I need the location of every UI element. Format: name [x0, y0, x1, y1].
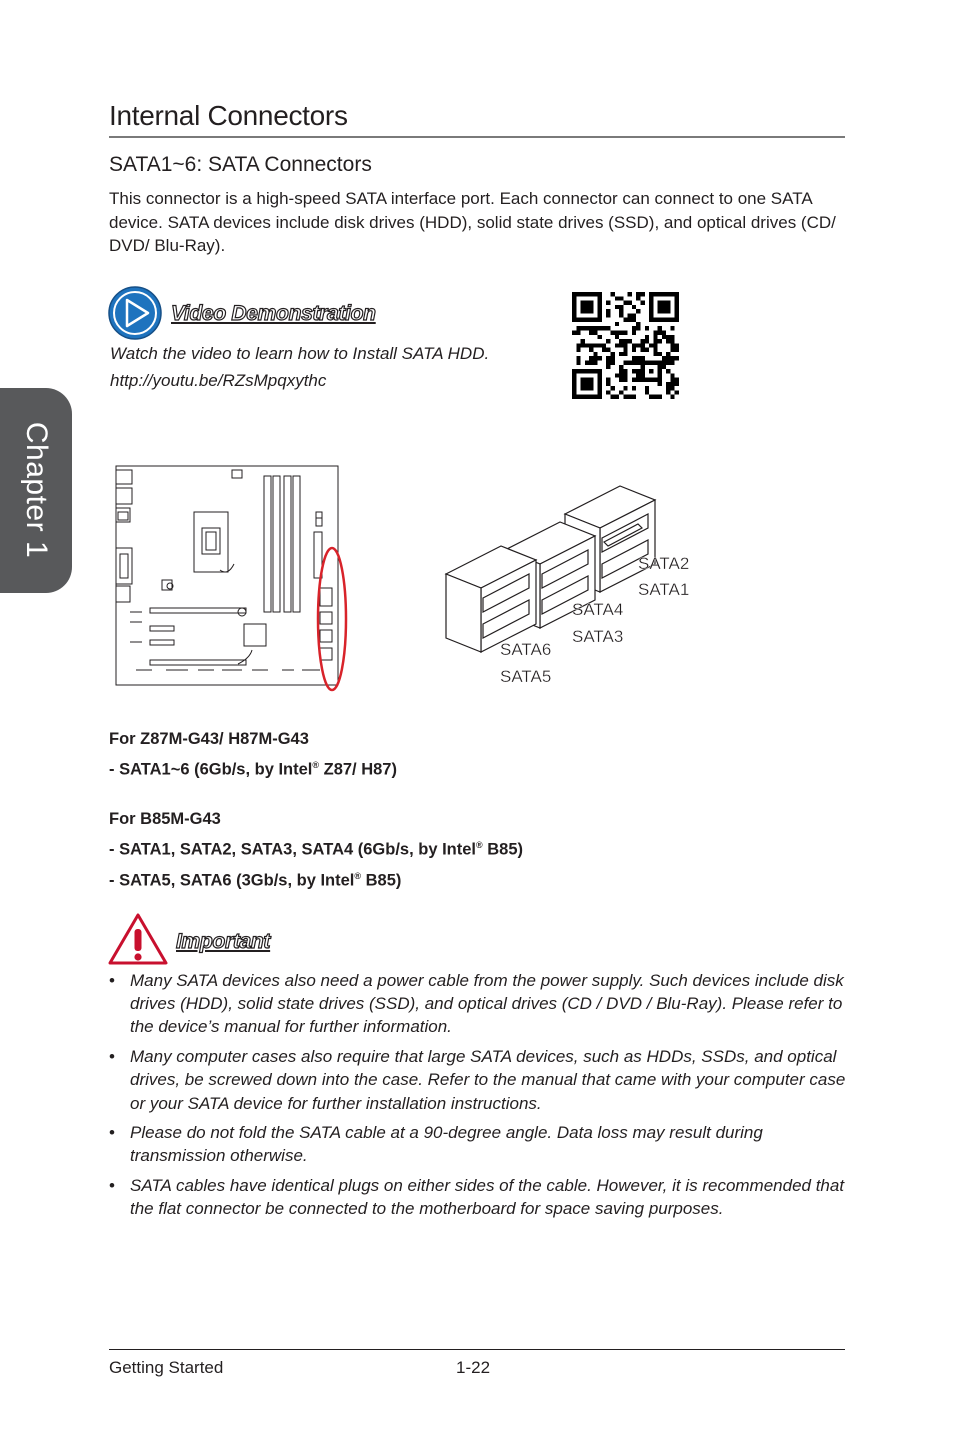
qr-module — [636, 296, 640, 300]
qr-module — [589, 360, 593, 364]
qr-module — [658, 331, 662, 335]
qr-module — [619, 305, 623, 309]
spec-b85 — [109, 806, 523, 893]
qr-module — [606, 326, 610, 330]
qr-module — [602, 343, 606, 347]
qr-module — [670, 378, 674, 382]
qr-module — [623, 301, 627, 305]
qr-module — [675, 378, 679, 382]
sata-diagram — [110, 462, 710, 694]
qr-module — [632, 369, 636, 373]
qr-module — [666, 352, 670, 356]
qr-module — [619, 352, 623, 356]
qr-module — [670, 339, 674, 343]
sata-diagram-graphic — [110, 462, 710, 694]
qr-module — [623, 378, 627, 382]
list-item — [109, 1174, 849, 1220]
qr-module — [593, 343, 597, 347]
qr-module — [670, 356, 674, 360]
qr-module — [623, 331, 627, 335]
qr-module — [615, 322, 619, 326]
label-sata1: SATA1 — [638, 580, 690, 599]
qr-module — [666, 386, 670, 390]
qr-module — [589, 348, 593, 352]
qr-module — [670, 373, 674, 377]
video-link[interactable]: http://youtu.be/RZsMpqxythc — [110, 371, 327, 390]
bullet: • — [109, 1176, 115, 1196]
qr-module — [658, 382, 662, 386]
qr-module — [649, 343, 653, 347]
spec-text: - SATA1, SATA2, SATA3, SATA4 (6Gb/s, by Intel — [109, 840, 477, 859]
video-demo-title: Video Demonstration — [171, 302, 376, 325]
qr-module — [576, 348, 580, 352]
qr-module — [632, 305, 636, 309]
qr-module — [619, 339, 623, 343]
qr-module — [666, 382, 670, 386]
qr-module — [623, 348, 627, 352]
qr-module — [666, 335, 670, 339]
qr-module — [640, 348, 644, 352]
qr-module — [662, 365, 666, 369]
dimm-slot — [273, 476, 280, 612]
qr-module — [645, 335, 649, 339]
qr-module — [653, 339, 657, 343]
qr-module — [666, 339, 670, 343]
qr-module — [606, 382, 610, 386]
registered-mark: ® — [476, 840, 483, 850]
spec-z87-line — [109, 752, 397, 783]
qr-module — [615, 331, 619, 335]
qr-module — [576, 356, 580, 360]
qr-module — [589, 356, 593, 360]
list-item — [109, 969, 849, 1039]
qr-module — [576, 331, 580, 335]
dimm-slot — [264, 476, 271, 612]
qr-module — [645, 326, 649, 330]
spec-z87 — [109, 726, 397, 783]
qr-module — [598, 326, 602, 330]
qr-module — [666, 360, 670, 364]
qr-module — [611, 386, 615, 390]
qr-module — [653, 395, 657, 399]
qr-module — [653, 331, 657, 335]
qr-module — [585, 343, 589, 347]
page-number: 1-22 — [456, 1358, 491, 1377]
qr-module — [593, 331, 597, 335]
qr-module — [619, 369, 623, 373]
qr-module — [581, 301, 594, 314]
note-text: Many computer cases also require that large SATA devices, such as HDDs, SSDs, and optical drives, be screwed down into the case. Refer to the manual that came with your computer case or your SATA device for further installation instructions. — [130, 1047, 846, 1113]
spec-text: B85) — [482, 840, 524, 859]
qr-module — [581, 378, 594, 391]
play-icon[interactable] — [107, 285, 163, 341]
label-sata3: SATA3 — [572, 627, 624, 646]
qr-module — [670, 386, 674, 390]
qr-module — [623, 395, 627, 399]
qr-module — [670, 335, 674, 339]
qr-module — [623, 386, 627, 390]
registered-mark: ® — [312, 760, 320, 770]
qr-module — [606, 365, 610, 369]
qr-module — [619, 378, 623, 382]
qr-module — [640, 301, 644, 305]
qr-module — [670, 382, 674, 386]
note-text: Please do not fold the SATA cable at a 90-degree angle. Data loss may result during transmission otherwise. — [130, 1123, 763, 1166]
qr-module — [576, 360, 580, 364]
qr-module — [640, 356, 644, 360]
qr-module — [576, 343, 580, 347]
qr-module — [628, 313, 632, 317]
qr-module — [670, 348, 674, 352]
qr-module — [640, 339, 644, 343]
list-item — [109, 1121, 849, 1167]
important-list — [109, 969, 849, 1227]
chapter-tab-label: Chapter 1 — [20, 421, 53, 559]
qr-module — [589, 343, 593, 347]
qr-module — [623, 373, 627, 377]
qr-module — [611, 360, 615, 364]
qr-module — [623, 360, 627, 364]
qr-module — [645, 390, 649, 394]
qr-module — [623, 343, 627, 347]
chapter-tab — [0, 388, 72, 593]
qr-module — [623, 352, 627, 356]
qr-module — [593, 352, 597, 356]
qr-module — [636, 343, 640, 347]
qr-module — [666, 369, 670, 373]
qr-module — [598, 343, 602, 347]
video-instruction: Watch the video to learn how to Install SATA HDD. — [110, 344, 490, 363]
qr-module — [628, 395, 632, 399]
spec-z87-title: For Z87M-G43/ H87M-G43 — [109, 730, 309, 748]
qr-module — [615, 305, 619, 309]
qr-module — [593, 326, 597, 330]
qr-module — [636, 309, 640, 313]
qr-module — [675, 343, 679, 347]
qr-module — [581, 326, 585, 330]
qr-module — [670, 343, 674, 347]
qr-module — [611, 352, 615, 356]
dimm-slot — [284, 476, 291, 612]
note-text: Many SATA devices also need a power cable from the power supply. Such devices include disk drives (HDD), solid state drives (SSD), and optical drives (CD / DVD / Blu-Ray). Please refer to the device’s manual for further information. — [130, 971, 844, 1037]
qr-module — [662, 356, 666, 360]
qr-module — [632, 343, 636, 347]
qr-module — [653, 348, 657, 352]
qr-module — [628, 301, 632, 305]
qr-module — [619, 296, 623, 300]
qr-module — [619, 390, 623, 394]
label-sata4: SATA4 — [572, 600, 624, 619]
board-sata — [320, 630, 332, 642]
qr-module — [640, 292, 644, 296]
qr-module — [602, 348, 606, 352]
qr-module — [640, 343, 644, 347]
qr-module — [662, 360, 666, 364]
qr-module — [658, 395, 662, 399]
dimm-slot — [293, 476, 300, 612]
label-sata2: SATA2 — [638, 554, 690, 573]
qr-module — [636, 356, 640, 360]
qr-module — [593, 360, 597, 364]
qr-module — [589, 326, 593, 330]
qr-module — [662, 331, 666, 335]
qr-module — [632, 378, 636, 382]
qr-module — [606, 378, 610, 382]
qr-module — [645, 339, 649, 343]
qr-module — [615, 296, 619, 300]
qr-module — [636, 373, 640, 377]
page-title: Internal Connectors — [109, 100, 348, 131]
title-rule — [109, 136, 845, 138]
qr-module — [632, 356, 636, 360]
qr-module — [675, 390, 679, 394]
note-text: SATA cables have identical plugs on either sides of the cable. However, it is recommended that the flat connector be connected to the motherboard for space saving purposes. — [130, 1176, 845, 1219]
qr-module — [636, 326, 640, 330]
spec-text: - SATA5, SATA6 (3Gb/s, by Intel — [109, 871, 355, 889]
qr-module — [606, 356, 610, 360]
qr-module — [606, 339, 610, 343]
qr-module — [658, 352, 662, 356]
qr-module — [636, 369, 640, 373]
qr-module — [649, 395, 653, 399]
qr-module — [606, 301, 610, 305]
spec-text: Z87/ H87) — [319, 760, 397, 779]
qr-module — [632, 313, 636, 317]
qr-module — [598, 335, 602, 339]
label-sata5: SATA5 — [500, 667, 552, 686]
qr-module — [619, 309, 623, 313]
qr-module — [653, 352, 657, 356]
qr-module — [632, 386, 636, 390]
qr-code-image[interactable] — [572, 292, 679, 399]
qr-module — [658, 301, 671, 314]
qr-module — [636, 378, 640, 382]
bullet: • — [109, 971, 115, 990]
qr-module — [598, 356, 602, 360]
spec-b85-line — [109, 863, 523, 894]
qr-module — [619, 365, 623, 369]
pcie-slot — [150, 660, 246, 665]
qr-module — [623, 339, 627, 343]
section-title: SATA1~6: SATA Connectors — [109, 153, 372, 176]
qr-module — [606, 313, 610, 317]
registered-mark: ® — [354, 870, 362, 881]
qr-module — [632, 360, 636, 364]
qr-module — [675, 382, 679, 386]
qr-module — [628, 339, 632, 343]
qr-module — [632, 395, 636, 399]
sata-block-sata6-sata5 — [446, 546, 536, 652]
qr-module — [658, 339, 662, 343]
spec-text: - SATA1~6 (6Gb/s, by Intel — [109, 760, 313, 779]
spec-b85-title: For B85M-G43 — [109, 810, 221, 828]
spec-b85-line — [109, 832, 523, 863]
board-sata — [320, 648, 332, 660]
qr-module — [611, 292, 615, 296]
qr-module — [658, 326, 662, 330]
footer-section: Getting Started — [109, 1358, 224, 1377]
qr-module — [628, 292, 632, 296]
qr-module — [636, 360, 640, 364]
footer-rule — [109, 1349, 845, 1350]
qr-module — [636, 322, 640, 326]
motherboard-outline — [116, 466, 338, 685]
qr-module — [649, 369, 653, 373]
qr-module — [670, 360, 674, 364]
qr-module — [615, 373, 619, 377]
qr-module — [615, 335, 619, 339]
qr-module — [619, 331, 623, 335]
bullet: • — [109, 1123, 115, 1143]
qr-module — [619, 313, 623, 317]
qr-module — [632, 331, 636, 335]
qr-module — [611, 331, 615, 335]
qr-module — [636, 292, 640, 296]
bullet: • — [109, 1047, 115, 1067]
qr-module — [593, 356, 597, 360]
cpu-socket — [194, 512, 228, 572]
spec-text: B85) — [361, 871, 402, 889]
qr-module — [611, 395, 615, 399]
qr-module — [581, 339, 585, 343]
qr-module — [615, 395, 619, 399]
qr-module — [602, 326, 606, 330]
qr-module — [653, 335, 657, 339]
board-sata — [320, 612, 332, 624]
qr-module — [675, 348, 679, 352]
qr-module — [670, 395, 674, 399]
qr-module — [628, 360, 632, 364]
qr-module — [606, 390, 610, 394]
list-item — [109, 1045, 849, 1115]
qr-module — [666, 356, 670, 360]
important-title: Important — [176, 930, 271, 953]
qr-module — [623, 318, 627, 322]
pcie-slot — [150, 608, 246, 613]
qr-module — [585, 326, 589, 330]
qr-module — [581, 343, 585, 347]
qr-module — [662, 335, 666, 339]
qr-module — [675, 356, 679, 360]
qr-module — [632, 326, 636, 330]
qr-module — [632, 348, 636, 352]
qr-module — [585, 360, 589, 364]
qr-module — [670, 326, 674, 330]
qr-module — [611, 356, 615, 360]
qr-module — [606, 309, 610, 313]
qr-module — [653, 343, 657, 347]
qr-module — [619, 373, 623, 377]
qr-module — [572, 331, 576, 335]
qr-module — [623, 369, 627, 373]
intro-paragraph: This connector is a high-speed SATA interface port. Each connector can connect to one SATA device. SATA devices include disk drives (HDD), solid state drives (SSD), and optical drives (CD/ DVD/ Blu-Ray). — [109, 189, 836, 255]
qr-module — [628, 318, 632, 322]
qr-module — [615, 343, 619, 347]
qr-module — [606, 348, 610, 352]
label-sata6: SATA6 — [500, 640, 552, 659]
qr-module — [606, 360, 610, 364]
qr-module — [666, 390, 670, 394]
video-description — [110, 340, 489, 394]
qr-module — [589, 331, 593, 335]
qr-module — [632, 318, 636, 322]
warning-icon — [108, 913, 168, 965]
qr-module — [619, 343, 623, 347]
qr-module — [576, 326, 580, 330]
qr-module — [645, 386, 649, 390]
qr-module — [645, 348, 649, 352]
